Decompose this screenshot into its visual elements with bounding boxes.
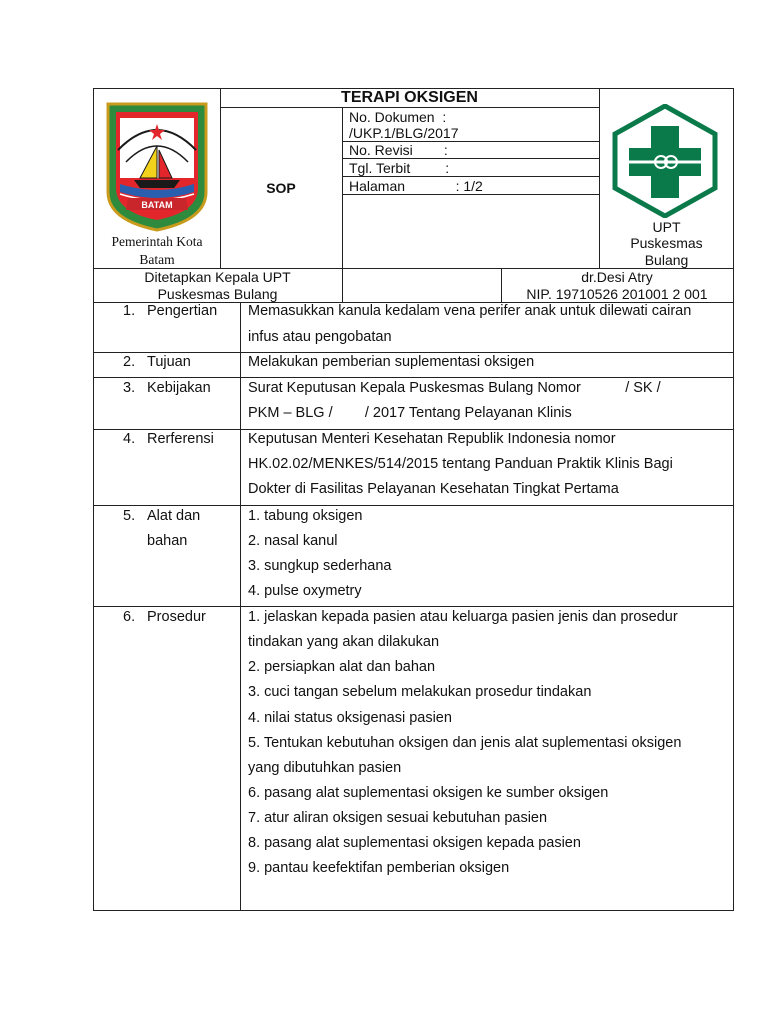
section-number: 3. (123, 380, 136, 396)
signatory-name: dr.Desi Atry (581, 269, 653, 285)
right-org-line: UPT (652, 219, 681, 235)
section-text-line: Surat Keputusan Kepala Puskesmas Bulang Nomor / SK / (248, 380, 661, 396)
row-divider (93, 377, 734, 378)
section-text-line: 2. nasal kanul (248, 533, 338, 549)
section-number: 4. (123, 431, 136, 447)
section-text-line: 4. nilai status oksigenasi pasien (248, 710, 452, 726)
section-number: 5. (123, 508, 136, 524)
section-text-line: yang dibutuhkan pasien (248, 760, 402, 776)
section-text-line: 3. cuci tangan sebelum melakukan prosedur tindakan (248, 684, 592, 700)
doc-info-line: Tgl. Terbit : (349, 160, 450, 176)
table-border-right (733, 88, 734, 910)
section-text-line: 1. tabung oksigen (248, 508, 363, 524)
section-text-line: Dokter di Fasilitas Pelayanan Kesehatan Tingkat Pertama (248, 481, 619, 497)
section-number: 6. (123, 609, 136, 625)
section-text-line: infus atau pengobatan (248, 329, 392, 345)
page-title: TERAPI OKSIGEN (341, 89, 478, 106)
doc-info-line: /UKP.1/BLG/2017 (349, 125, 459, 141)
section-text-line: 8. pasang alat suplementasi oksigen kepada pasien (248, 835, 581, 851)
section-text-line: tindakan yang akan dilakukan (248, 634, 440, 650)
header-divider (220, 88, 221, 268)
section-label: Pengertian (147, 303, 218, 319)
section-text-line: Keputusan Menteri Kesehatan Republik Indonesia nomor (248, 431, 616, 447)
doc-info-line: No. Revisi : (349, 142, 448, 158)
logo-banner-text: BATAM (141, 200, 173, 210)
section-label: Prosedur (147, 609, 206, 625)
section-number: 1. (123, 303, 136, 319)
header-divider (342, 107, 343, 268)
row-divider (93, 505, 734, 506)
section-label: bahan (147, 533, 188, 549)
section-text-line: Melakukan pemberian suplementasi oksigen (248, 354, 535, 370)
section-label: Rerferensi (147, 431, 214, 447)
doc-info-line: No. Dokumen : (349, 109, 447, 125)
right-org-line: Bulang (644, 252, 689, 268)
sop-label: SOP (266, 180, 296, 196)
row-divider (342, 268, 343, 302)
right-org-line: Puskesmas (630, 235, 703, 251)
section-text-line: 6. pasang alat suplementasi oksigen ke sumber oksigen (248, 785, 609, 801)
section-text-line: PKM – BLG / / 2017 Tentang Pelayanan Klinis (248, 405, 572, 421)
section-text-line: 3. sungkup sederhana (248, 558, 392, 574)
puskesmas-logo (611, 104, 719, 218)
section-text-line: 1. jelaskan kepada pasien atau keluarga pasien jenis dan prosedur (248, 609, 678, 625)
left-org-line: Batam (139, 252, 175, 267)
section-text-line: 2. persiapkan alat dan bahan (248, 659, 436, 675)
left-org-line: Pemerintah Kota (111, 234, 203, 249)
section-text-line: 5. Tentukan kebutuhan oksigen dan jenis alat suplementasi oksigen (248, 735, 682, 751)
section-label: Alat dan (147, 508, 201, 524)
section-text-line: 7. atur aliran oksigen sesuai kebutuhan pasien (248, 810, 548, 826)
row-divider (93, 606, 734, 607)
signatory-nip: NIP. 19710526 201001 2 001 (526, 286, 708, 302)
ditetapkan-line: Ditetapkan Kepala UPT (144, 269, 291, 285)
section-text-line: 9. pantau keefektifan pemberian oksigen (248, 860, 510, 876)
section-text-line: HK.02.02/MENKES/514/2015 tentang Panduan Praktik Klinis Bagi (248, 456, 673, 472)
section-label: Kebijakan (147, 380, 211, 396)
section-label: Tujuan (147, 354, 191, 370)
batam-logo (104, 100, 210, 232)
ditetapkan-line: Puskesmas Bulang (157, 286, 278, 302)
table-border-bottom (93, 910, 734, 911)
table-border-left (93, 88, 94, 910)
doc-info-line: Halaman : 1/2 (349, 178, 483, 194)
section-text-line: 4. pulse oxymetry (248, 583, 362, 599)
section-number: 2. (123, 354, 136, 370)
section-text-line: Memasukkan kanula kedalam vena perifer anak untuk dilewati cairan (248, 303, 692, 319)
